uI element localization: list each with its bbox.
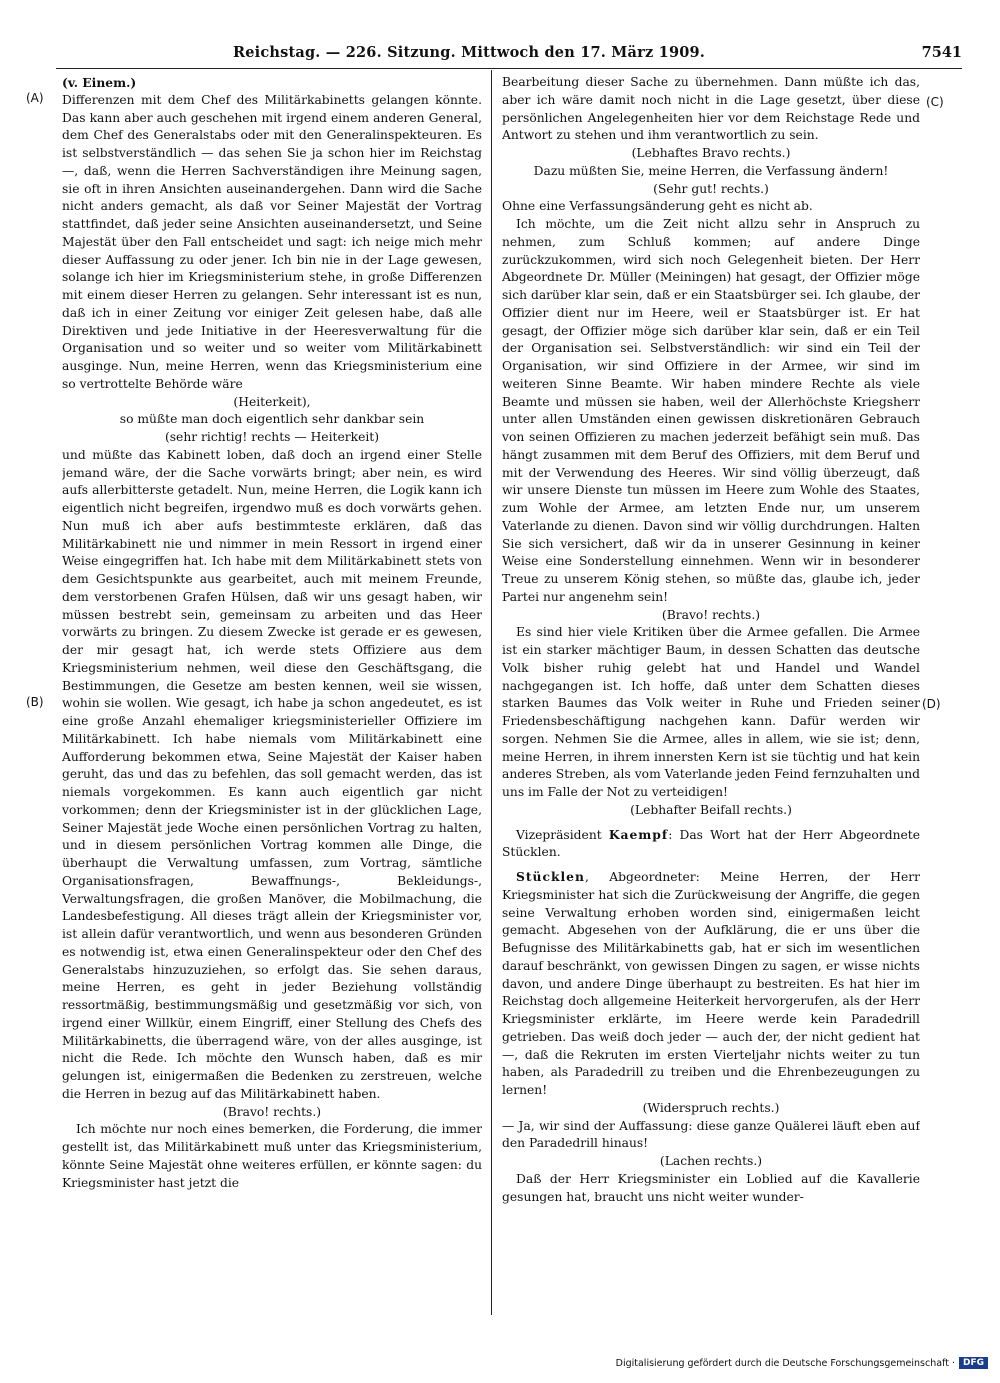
reaction: (Widerspruch rechts.) [642, 1100, 780, 1115]
paragraph: Es sind hier viele Kritiken über die Armee gefallen. Die Armee ist ein starker mächtiger Baum, in dessen Schatten das deutsche Volk bisher ruhig gelebt hat und Handel und Wandel nachgegangen ist. Ich hoffe, daß unter dem Schatten dieses starken Baumes das Volk weiter in Ruhe und Frieden seiner Friedensbeschäftigung nachgehen kann. Dafür werden wir sorgen. Nehmen Sie die Armee, alles in allem, wie sie ist; denn, meine Herren, in ihrem innersten Kern ist sie tüchtig und hat kein anderes Streben, als vom Vaterlande jeden Feind fernzuhalten und uns im Falle der Not zu verteidigen! [502, 625, 920, 799]
reaction: (Lebhafter Beifall rechts.) [630, 802, 792, 817]
header-rule [56, 68, 962, 69]
reaction: (Lachen rechts.) [659, 1154, 763, 1168]
vp-prefix: Vizepräsident [516, 827, 609, 842]
reaction: (Bravo! rechts.) [661, 607, 761, 622]
paragraph: Ich möchte, um die Zeit nicht allzu sehr in Anspruch zu nehmen, zum Schluß kommen; auf andere Dinge zurückzukommen, wird sich noch Gelegenheit bieten. Der Herr Abgeordnete Dr. Müller (Meiningen) hat gesagt, der Offizier möge sich darüber klar sein, daß er ein Staatsbürger sei. Ich glaube, der Offizier dient nur im Heere, weil er Staatsbürger ist. Er hat gesagt, der Offizier möge sich darüber klar sein, daß er ein Teil der Organisation sei. Selbstverständlich: wir sind ein Teil der Organisation, wir sind Offiziere in der Armee, wir sind im weiteren Sinne Beamte. Wir haben mindere Rechte als viele Beamte und müssen sie haben, weil der Allerhöchste Kriegsherr unter allen Umständen einen gewissen diskretionären Gebrauch von seinen Offizieren zu machen jederzeit befähigt sein muß. Das hängt zusammen mit dem Beruf des Offiziers, mit dem Beruf und mit der Verwendung des Heeres. Wir sind völlig überzeugt, daß wir unsere Dienste tun müssen im Heere zum Wohle des Staates, zum Wohle der Armee, am letzten Ende nur, um unserem Vaterlande zu dienen. Davon sind wir völlig durchdrungen. Halten Sie sich versichert, daß wir da in unserer Gesinnung in keiner Weise eine Sonderstellung einnehmen. Wenn wir in besonderer Treue zu unserem König stehen, so müßte das, glaube ich, jeder Partei nur angenehm sein! [502, 217, 920, 604]
paragraph: und müßte das Kabinett loben, daß doch an irgend einer Stelle jemand wäre, der die Sache vorwärts bringt; aber nein, es wird aufs allerbitterste getadelt. Nun, meine Herren, die Logik kann ich eigentlich nicht begreifen, irgendwo muß es doch vorwärts gehen. Nun muß ich aber aufs bestimmteste erklären, daß das Militärkabinett nie und nimmer in mein Ressort in irgend einer Weise eingegriffen hat. Ich habe mit dem Militärkabinett stets von dem Gesichtspunkte aus gearbeitet, auch mit meinem Freunde, dem verstorbenen Grafen Hülsen, daß wir uns gesagt haben, wir müssen bestrebt sein, gemeinsam zu arbeiten und das Heer vorwärts zu bringen. Zu diesem Zwecke ist gerade er es gewesen, der mir gesagt hat, ich werde stets Offiziere aus dem Kriegsministerium nehmen, weil diese den Geschäftsgang, die Bestimmungen, die Gesetze am besten kennen, weil sie wissen, wohin sie wollen. Wie gesagt, ich habe ja schon angedeutet, es ist eine große Anzahl ehemaliger kriegsministerieller Offiziere im Militärkabinett. Ich habe niemals vom Militärkabinett eine Aufforderung bekommen etwa, Seine Majestät der Kaiser haben geruht, das und das zu befehlen, das soll gemacht werden, das ist niemals vorgekommen. Es kann auch eigentlich gar nicht vorkommen; denn der Kriegsminister ist in der glücklichen Lage, Seiner Majestät jede Woche einen persönlichen Vortrag zu halten, und in diesem persönlichen Vortrag kommen alle Dinge, die überhaupt die Verwaltung umfassen, zum Vortrag, sämtliche Organisationsfragen, Bewaffnungs-, Bekleidungs-, Verwaltungsfragen, die großen Manöver, die Mobilmachung, die Landesbefestigung. All dieses trägt allein der Kriegsminister vor, ist allein dafür verantwortlich, und wenn aus besonderen Gründen es notwendig ist, etwa einen Generalinspekteur oder den Chef des Generalstabs hinzuzuziehen, so erfolgt das. Sie sehen daraus, meine Herren, es geht in jeder Beziehung vollständig ressortmäßig, bestimmungsmäßig und gesetzmäßig vor sich, von irgend einer Willkür, einem Eingriff, einer Stellung des Chefs des Militärkabinetts, die überragend wäre, von der alles ausginge, ist nicht die Rede. Ich möchte den Wunsch haben, daß es mir gelungen ist, einigermaßen die Bedenken zu zerstreuen, welche die Herren in bezug auf das Militärkabinett haben. [62, 447, 482, 1101]
right-column [502, 74, 920, 1310]
footer-text: Digitalisierung gefördert durch die Deutsche Forschungsgemeinschaft · [615, 1357, 955, 1369]
header-title: Reichstag. — 226. Sitzung. Mittwoch den 17. März 1909. [232, 44, 706, 61]
speaker-text: , Abgeordneter: Meine Herren, der Herr Kriegsminister hat sich die Zurückweisung der Angriffe, die gegen seine Verwaltung erhoben worden sind, einigermaßen leicht gemacht. Abgesehen von der Aufklärung, die er uns über die Befugnisse des Militärkabinetts gab, hat er sich im wesentlichen darauf beschränkt, von gewissen Dingen zu sagen, er wisse nichts davon, und andere Dinge überhaupt zu bestreiten. Es hat hier im Reichstag doch allgemeine Heiterkeit hervorgerufen, als der Herr Kriegsminister erklärte, im Heere werde kein Paradedrill getrieben. Das weiß doch jeder — auch der, der nicht gedient hat —, daß die Rekruten im ersten Vierteljahr nichts weiter zu tun haben, als Paradedrill zu treiben und die Ehrenbezeugungen zu lernen! [502, 870, 920, 1097]
margin-mark-d: (D) [922, 697, 941, 711]
margin-mark-c: (C) [926, 95, 944, 109]
speaker-tag: (v. Einem.) [62, 75, 137, 90]
vp-text: : Das Wort hat der Herr Abgeordnete Stücklen. [502, 827, 920, 860]
vicepresident-statement [502, 826, 920, 863]
paragraph: Differenzen mit dem Chef des Militärkabinetts gelangen könnte. Das kann aber auch geschehen mit irgend einem anderen General, dem Chef des Generalstabs oder mit den Generalinspekteuren. Es ist selbstverständlich — das sehen Sie ja schon hier im Reichstag —, daß, wenn die Herren Sachverständigen ihre Meinung sagen, sie oft in ihren Ansichten auseinandergehen. Dann wird die Sache nicht anders gemacht, als daß vor Seiner Majestät der Vortrag stattfindet, daß jeder seine Ansichten auseinandersetzt, und Seine Majestät über den Fall entscheidet und sagt: ich neige mich mehr dieser Auffassung zu oder jener. Ich bin nie in der Lage gewesen, solange ich hier im Kriegsministerium stehe, in große Differenzen mit einem dieser Herren zu gelangen. Sehr interessant ist es nun, daß ich in einer Zeitung vor einiger Zeit gelesen habe, daß alle Direktiven und jede Initiative in der Heeresverwaltung für die Organisation und so weiter und so weiter vom Militärkabinett ausginge. Nun, meine Herren, wenn das Kriegsministerium eine so vertrottelte Behörde wäre [62, 92, 482, 391]
dfg-logo: DFG [959, 1357, 988, 1369]
page-header [56, 44, 962, 66]
paragraph: Ohne eine Verfassungsänderung geht es nicht ab. [502, 199, 813, 214]
reaction: (Lebhaftes Bravo rechts.) [631, 146, 791, 160]
paragraph: Bearbeitung dieser Sache zu übernehmen. Dann müßte ich das, aber ich wäre damit noch nicht in die Lage gesetzt, über diese persönlichen Angelegenheiten hier vor dem Reichstage Rede und Antwort zu stehen und ihm verantwortlich zu sein. [502, 75, 920, 143]
speech-line: Dazu müßten Sie, meine Herren, die Verfassung ändern! [533, 163, 889, 178]
reaction: (Sehr gut! rechts.) [653, 181, 769, 196]
left-column [62, 74, 482, 1310]
margin-mark-b: (B) [26, 695, 44, 709]
paragraph: Ich möchte nur noch eines bemerken, die Forderung, die immer gestellt ist, das Militärkabinett muß unter das Kriegsministerium, könnte Seine Majestät ohne weiteres erfüllen, er könnte sagen: du Kriegsminister hast jetzt die [62, 1122, 482, 1190]
speaker-statement [502, 868, 920, 1100]
reaction: (Bravo! rechts.) [222, 1104, 322, 1119]
reaction: (Heiterkeit), [233, 394, 311, 409]
page-number: 7541 [921, 44, 962, 61]
paragraph: Daß der Herr Kriegsminister ein Loblied auf die Kavallerie gesungen hat, braucht uns nicht weiter wunder- [502, 1171, 920, 1204]
column-divider [491, 70, 492, 1315]
speech-line: so müßte man doch eigentlich sehr dankbar sein [119, 412, 425, 427]
margin-mark-a: (A) [26, 91, 44, 105]
paragraph: — Ja, wir sind der Auffassung: diese ganze Quälerei läuft eben auf den Paradedrill hinaus! [502, 1118, 920, 1151]
speaker-name: Stücklen [516, 869, 585, 884]
reaction: (sehr richtig! rechts — Heiterkeit) [164, 430, 380, 444]
footer-credit [616, 1357, 988, 1369]
vp-name: Kaempf [608, 826, 669, 842]
